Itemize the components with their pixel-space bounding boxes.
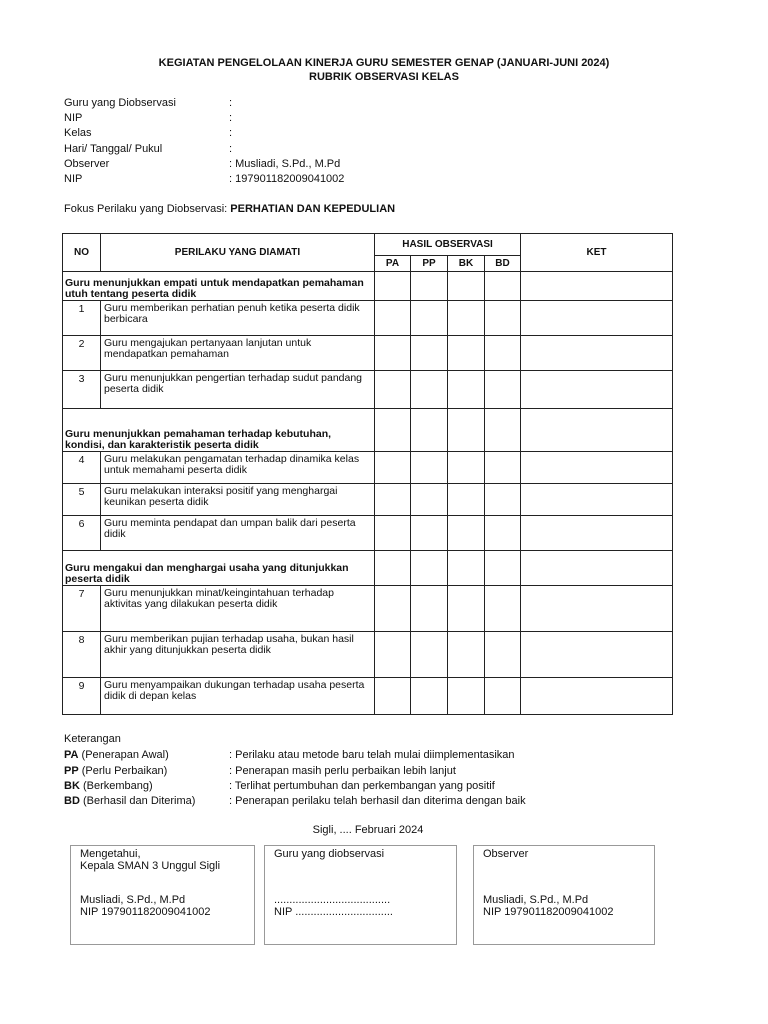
cell-bk[interactable] bbox=[448, 484, 485, 516]
cell-bk[interactable] bbox=[448, 272, 485, 301]
cell-bk[interactable] bbox=[448, 678, 485, 715]
cell-ket[interactable] bbox=[521, 336, 673, 371]
cell-pp[interactable] bbox=[411, 452, 448, 484]
legend-description: : Penerapan perilaku telah berhasil dan diterima dengan baik bbox=[229, 795, 526, 807]
row-number: 7 bbox=[63, 586, 101, 632]
observation-table bbox=[62, 233, 673, 715]
signature-nip: NIP 197901182009041002 bbox=[80, 906, 211, 918]
cell-ket[interactable] bbox=[521, 516, 673, 551]
cell-pp[interactable] bbox=[411, 678, 448, 715]
info-value: : bbox=[229, 143, 233, 155]
cell-pa[interactable] bbox=[375, 586, 411, 632]
signature-name: Musliadi, S.Pd., M.Pd bbox=[483, 894, 589, 906]
cell-pp[interactable] bbox=[411, 409, 448, 452]
section-row bbox=[63, 409, 673, 452]
cell-bd[interactable] bbox=[485, 551, 521, 586]
behavior-text: Guru menunjukkan minat/keingintahuan terhadap aktivitas yang dilakukan peserta didik bbox=[101, 586, 375, 632]
table-row bbox=[63, 452, 673, 484]
cell-pp[interactable] bbox=[411, 484, 448, 516]
signature-line: Mengetahui, bbox=[80, 848, 141, 860]
cell-bk[interactable] bbox=[448, 516, 485, 551]
focus-line bbox=[64, 203, 395, 215]
focus-value: PERHATIAN DAN KEPEDULIAN bbox=[230, 203, 396, 215]
cell-bk[interactable] bbox=[448, 301, 485, 336]
cell-ket[interactable] bbox=[521, 678, 673, 715]
legend-name: (Perlu Perbaikan) bbox=[78, 765, 168, 777]
signature-line: Observer bbox=[483, 848, 529, 860]
row-number: 6 bbox=[63, 516, 101, 551]
behavior-text: Guru melakukan pengamatan terhadap dinamika kelas untuk memahami peserta didik bbox=[101, 452, 375, 484]
info-value: : Musliadi, S.Pd., M.Pd bbox=[229, 158, 341, 170]
legend-title: Keterangan bbox=[64, 733, 121, 745]
cell-bk[interactable] bbox=[448, 452, 485, 484]
cell-bk[interactable] bbox=[448, 586, 485, 632]
cell-pp[interactable] bbox=[411, 632, 448, 678]
header-ket: KET bbox=[521, 234, 673, 272]
cell-bk[interactable] bbox=[448, 336, 485, 371]
cell-bd[interactable] bbox=[485, 371, 521, 409]
row-number: 8 bbox=[63, 632, 101, 678]
signature-nip[interactable]: NIP ................................ bbox=[274, 906, 393, 918]
cell-bk[interactable] bbox=[448, 632, 485, 678]
behavior-text: Guru menyampaikan dukungan terhadap usaha peserta didik di depan kelas bbox=[101, 678, 375, 715]
section-title: Guru menunjukkan empati untuk mendapatkan pemahaman utuh tentang peserta didik bbox=[63, 272, 375, 301]
legend-code: BK bbox=[64, 780, 80, 792]
cell-pa[interactable] bbox=[375, 678, 411, 715]
info-label: Observer bbox=[64, 158, 110, 170]
legend-description: : Terlihat pertumbuhan dan perkembangan yang positif bbox=[229, 780, 495, 792]
table-row bbox=[63, 336, 673, 371]
section-row bbox=[63, 272, 673, 301]
cell-pp[interactable] bbox=[411, 516, 448, 551]
cell-bk[interactable] bbox=[448, 409, 485, 452]
legend-item bbox=[64, 748, 684, 763]
cell-bd[interactable] bbox=[485, 409, 521, 452]
signature-box-principal bbox=[70, 845, 255, 945]
signature-name[interactable]: ...................................... bbox=[274, 894, 391, 906]
behavior-text: Guru melakukan interaksi positif yang menghargai keunikan peserta didik bbox=[101, 484, 375, 516]
legend-code: PA bbox=[64, 749, 79, 761]
cell-ket[interactable] bbox=[521, 371, 673, 409]
cell-bd[interactable] bbox=[485, 301, 521, 336]
row-number: 5 bbox=[63, 484, 101, 516]
cell-ket[interactable] bbox=[521, 272, 673, 301]
legend-code: BD bbox=[64, 795, 80, 807]
header-pa: PA bbox=[375, 256, 411, 272]
focus-label: Fokus Perilaku yang Diobservasi: bbox=[64, 203, 231, 215]
info-value: : 197901182009041002 bbox=[229, 173, 345, 185]
info-label: Kelas bbox=[64, 127, 92, 139]
cell-pa[interactable] bbox=[375, 452, 411, 484]
cell-ket[interactable] bbox=[521, 301, 673, 336]
info-value: : bbox=[229, 112, 233, 124]
legend-description: : Penerapan masih perlu perbaikan lebih lanjut bbox=[229, 765, 456, 777]
table-row bbox=[63, 371, 673, 409]
cell-bd[interactable] bbox=[485, 272, 521, 301]
cell-pp[interactable] bbox=[411, 371, 448, 409]
place-date: Sigli, .... Februari 2024 bbox=[312, 824, 424, 836]
info-value: : bbox=[229, 97, 233, 109]
cell-ket[interactable] bbox=[521, 409, 673, 452]
cell-bd[interactable] bbox=[485, 516, 521, 551]
row-number: 2 bbox=[63, 336, 101, 371]
info-label: NIP bbox=[64, 173, 83, 185]
signature-line: Guru yang diobservasi bbox=[274, 848, 385, 860]
header-bd: BD bbox=[485, 256, 521, 272]
legend-code: PP bbox=[64, 765, 79, 777]
header-bk: BK bbox=[448, 256, 485, 272]
cell-pa[interactable] bbox=[375, 371, 411, 409]
legend-description: : Perilaku atau metode baru telah mulai diimplementasikan bbox=[229, 749, 515, 761]
info-value: : bbox=[229, 127, 233, 139]
section-row bbox=[63, 551, 673, 586]
behavior-text: Guru meminta pendapat dan umpan balik dari peserta didik bbox=[101, 516, 375, 551]
document-subtitle: RUBRIK OBSERVASI KELAS bbox=[309, 71, 459, 83]
info-label: NIP bbox=[64, 112, 83, 124]
cell-bd[interactable] bbox=[485, 484, 521, 516]
document-title: KEGIATAN PENGELOLAAN KINERJA GURU SEMESTER GENAP (JANUARI-JUNI 2024) bbox=[158, 57, 610, 69]
signature-box-teacher bbox=[264, 845, 457, 945]
cell-ket[interactable] bbox=[521, 586, 673, 632]
cell-pa[interactable] bbox=[375, 516, 411, 551]
cell-ket[interactable] bbox=[521, 632, 673, 678]
legend-item bbox=[64, 779, 684, 794]
cell-pa[interactable] bbox=[375, 272, 411, 301]
header-behavior: PERILAKU YANG DIAMATI bbox=[101, 234, 375, 272]
signature-line: Kepala SMAN 3 Unggul Sigli bbox=[80, 860, 221, 872]
cell-ket[interactable] bbox=[521, 484, 673, 516]
cell-bk[interactable] bbox=[448, 371, 485, 409]
behavior-text: Guru mengajukan pertanyaan lanjutan untuk mendapatkan pemahaman bbox=[101, 336, 375, 371]
cell-pp[interactable] bbox=[411, 336, 448, 371]
section-title: Guru mengakui dan menghargai usaha yang ditunjukkan peserta didik bbox=[63, 551, 375, 586]
table-row bbox=[63, 632, 673, 678]
legend-name: (Berkembang) bbox=[79, 780, 153, 792]
info-label: Guru yang Diobservasi bbox=[64, 97, 176, 109]
cell-pa[interactable] bbox=[375, 409, 411, 452]
cell-bd[interactable] bbox=[485, 586, 521, 632]
cell-bk[interactable] bbox=[448, 551, 485, 586]
legend-item bbox=[64, 794, 684, 809]
signature-box-observer bbox=[473, 845, 655, 945]
cell-bd[interactable] bbox=[485, 452, 521, 484]
table-row bbox=[63, 586, 673, 632]
behavior-text: Guru memberikan perhatian penuh ketika peserta didik berbicara bbox=[101, 301, 375, 336]
cell-pa[interactable] bbox=[375, 484, 411, 516]
signature-name: Musliadi, S.Pd., M.Pd bbox=[80, 894, 186, 906]
cell-bd[interactable] bbox=[485, 336, 521, 371]
table-row bbox=[63, 516, 673, 551]
info-label: Hari/ Tanggal/ Pukul bbox=[64, 143, 163, 155]
cell-pa[interactable] bbox=[375, 336, 411, 371]
table-row bbox=[63, 301, 673, 336]
cell-ket[interactable] bbox=[521, 452, 673, 484]
table-row bbox=[63, 678, 673, 715]
header-no: NO bbox=[63, 234, 101, 272]
header-observation-result: HASIL OBSERVASI bbox=[375, 234, 521, 256]
row-number: 1 bbox=[63, 301, 101, 336]
cell-pp[interactable] bbox=[411, 586, 448, 632]
cell-pp[interactable] bbox=[411, 551, 448, 586]
signature-nip: NIP 197901182009041002 bbox=[483, 906, 614, 918]
behavior-text: Guru menunjukkan pengertian terhadap sudut pandang peserta didik bbox=[101, 371, 375, 409]
cell-pa[interactable] bbox=[375, 301, 411, 336]
row-number: 4 bbox=[63, 452, 101, 484]
cell-pp[interactable] bbox=[411, 272, 448, 301]
row-number: 3 bbox=[63, 371, 101, 409]
table-row bbox=[63, 484, 673, 516]
header-pp: PP bbox=[411, 256, 448, 272]
legend-item bbox=[64, 764, 684, 779]
cell-bd[interactable] bbox=[485, 632, 521, 678]
legend-name: (Berhasil dan Diterima) bbox=[79, 795, 196, 807]
cell-pa[interactable] bbox=[375, 632, 411, 678]
behavior-text: Guru memberikan pujian terhadap usaha, bukan hasil akhir yang ditunjukkan peserta didik bbox=[101, 632, 375, 678]
cell-bd[interactable] bbox=[485, 678, 521, 715]
cell-pp[interactable] bbox=[411, 301, 448, 336]
cell-pa[interactable] bbox=[375, 551, 411, 586]
row-number: 9 bbox=[63, 678, 101, 715]
cell-ket[interactable] bbox=[521, 551, 673, 586]
legend-name: (Penerapan Awal) bbox=[78, 749, 169, 761]
section-title: Guru menunjukkan pemahaman terhadap kebutuhan, kondisi, dan karakteristik peserta didik bbox=[63, 409, 375, 452]
